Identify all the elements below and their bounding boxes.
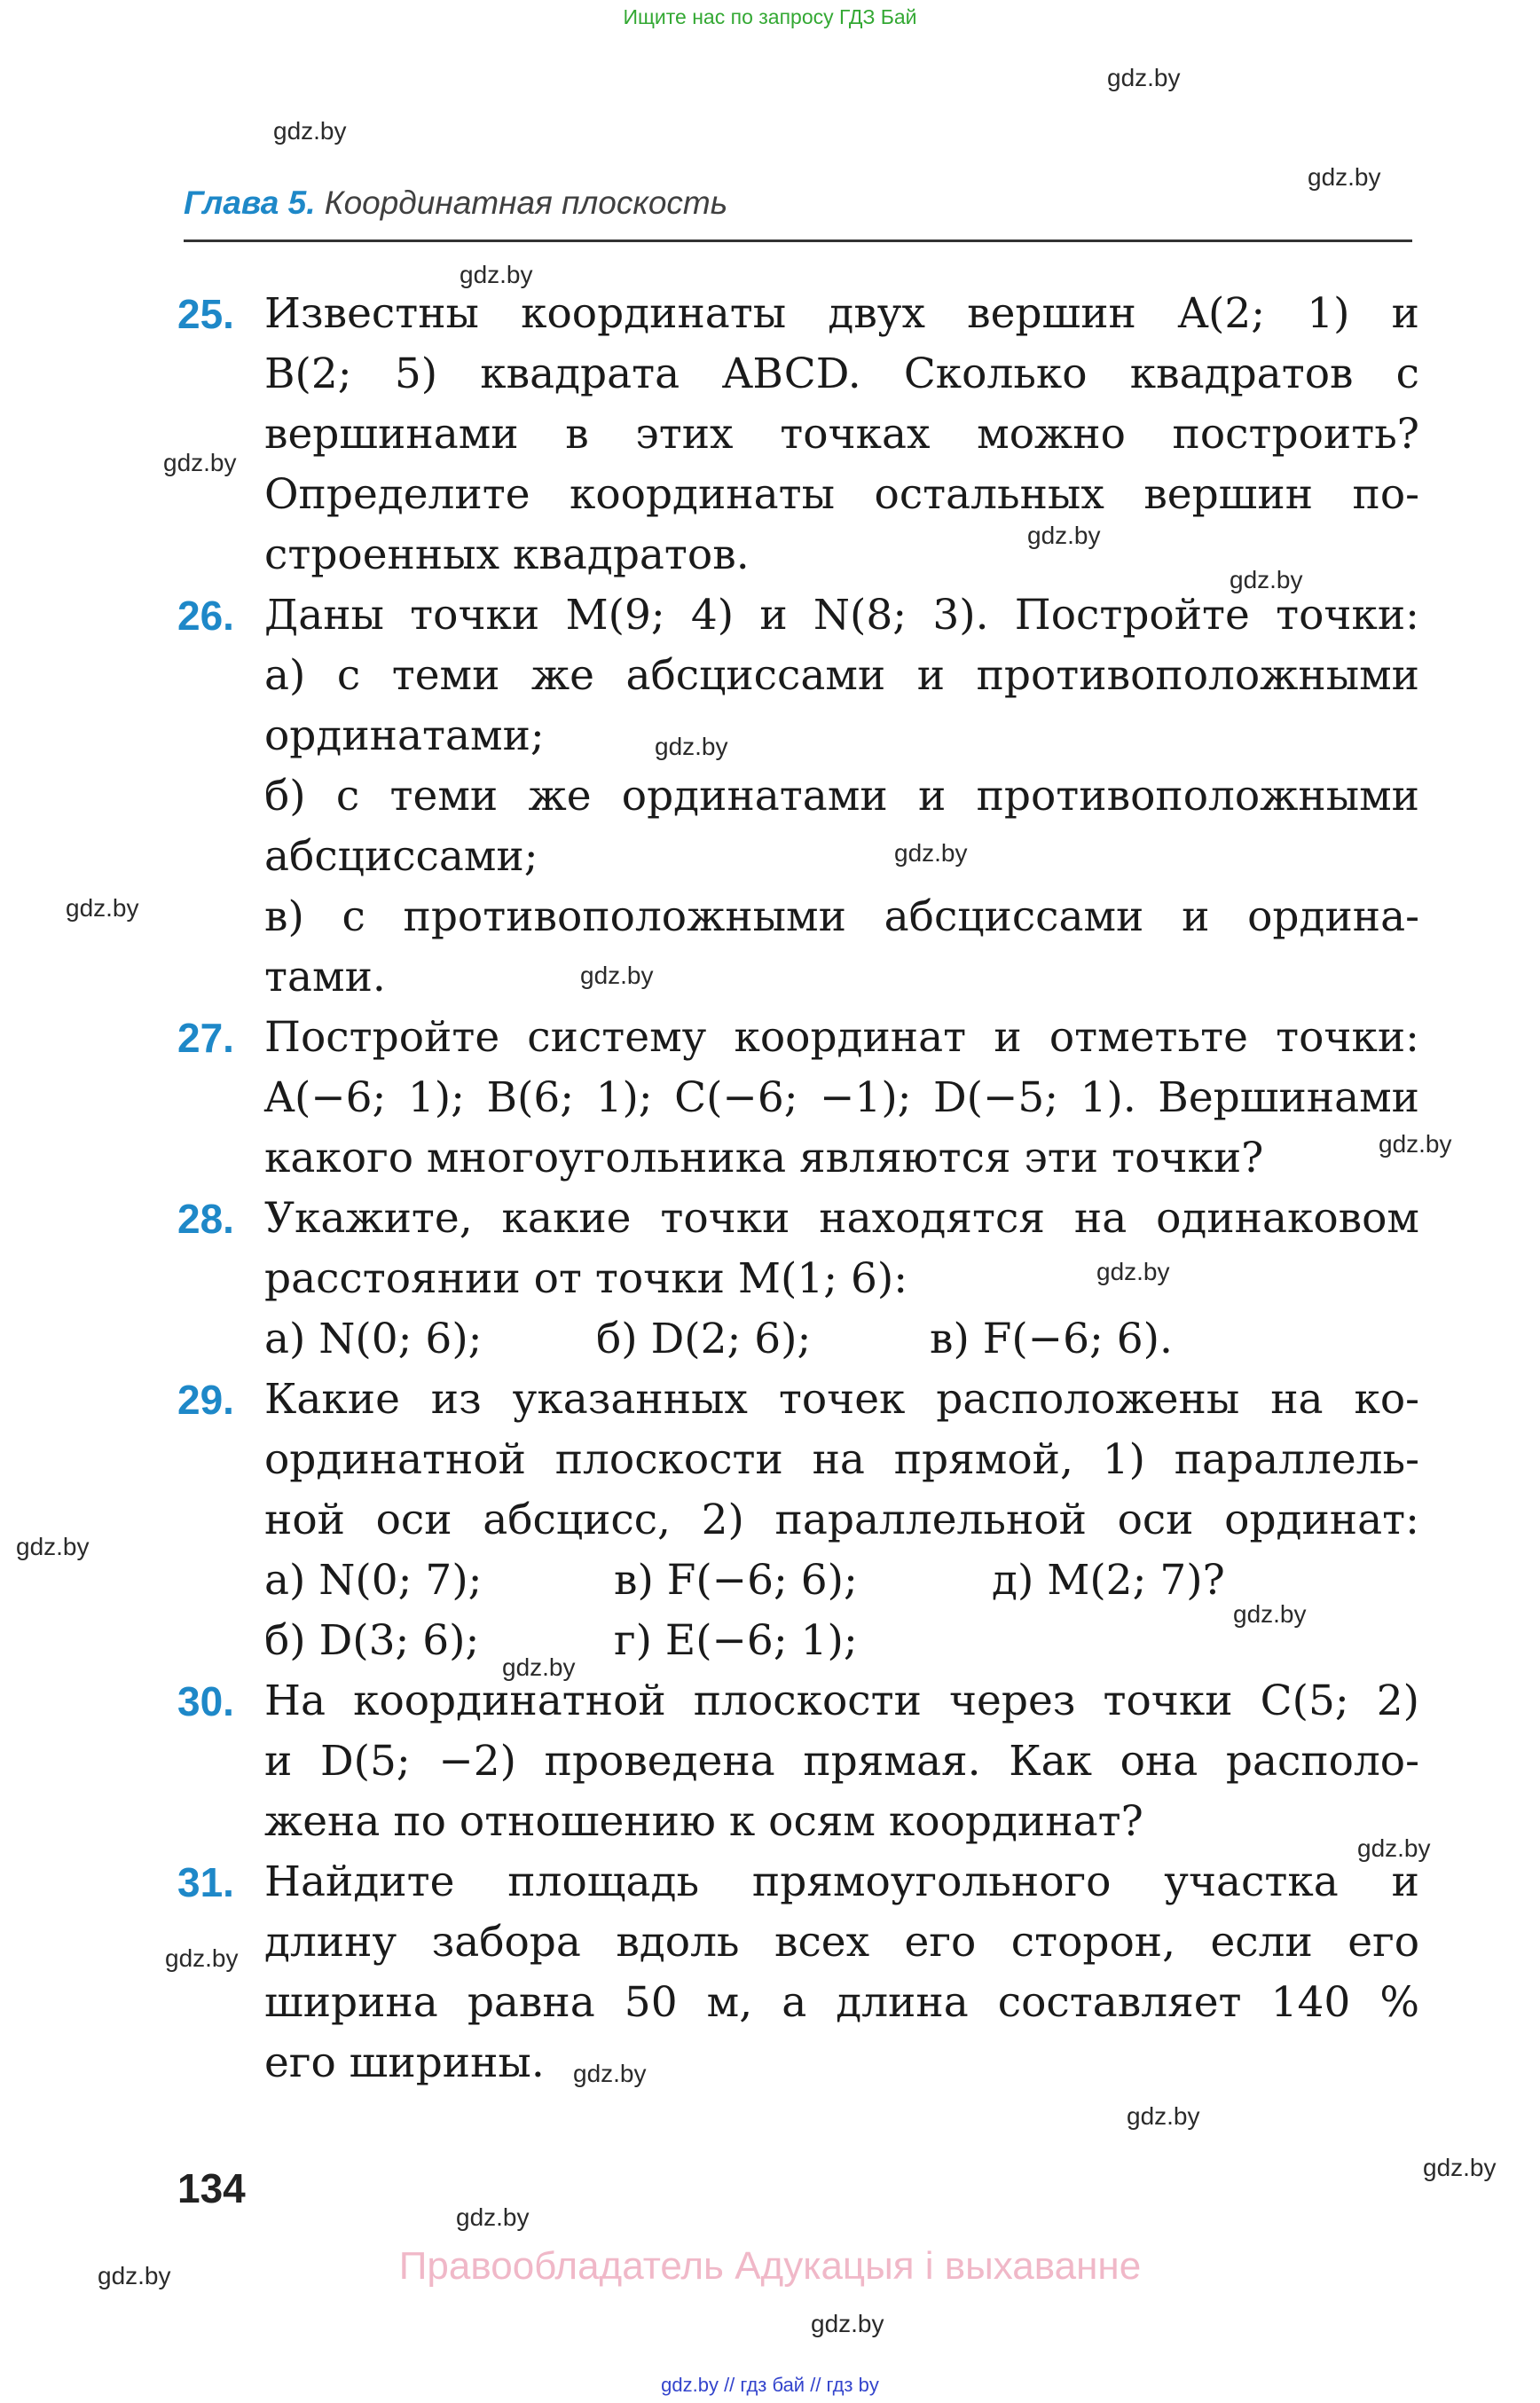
task-line: ординатами; xyxy=(264,711,545,760)
task-line: Даны точки M(9; 4) и N(8; 3). Постройте точки: xyxy=(264,591,1419,640)
task-line: б) с теми же ординатами и противоположными xyxy=(264,772,1419,821)
task-line: A(−6; 1); B(6; 1); C(−6; −1); D(−5; 1). Вершинами xyxy=(264,1073,1419,1122)
watermark: gdz.by xyxy=(16,1533,90,1560)
watermark: gdz.by xyxy=(580,962,654,989)
task-line: ной оси абсцисс, 2) параллельной оси ординат: xyxy=(264,1496,1419,1544)
option-item: д) M(2; 7)? xyxy=(992,1556,1225,1605)
watermark: gdz.by xyxy=(811,2310,884,2337)
option-item: б) D(2; 6); xyxy=(596,1315,812,1363)
task-line: Определите координаты остальных вершин по- xyxy=(264,470,1419,519)
task-number: 31. xyxy=(177,1859,234,1905)
watermark: gdz.by xyxy=(66,894,139,922)
option-item: в) F(−6; 6); xyxy=(614,1556,858,1605)
watermark: gdz.by xyxy=(1357,1834,1431,1862)
watermark: gdz.by xyxy=(1107,64,1181,91)
watermark: gdz.by xyxy=(1423,2154,1497,2181)
task-number: 27. xyxy=(177,1015,234,1061)
page-number: 134 xyxy=(177,2165,246,2211)
footer-links[interactable]: gdz.by // гдз бай // гдз by xyxy=(661,2374,879,2396)
watermark: gdz.by xyxy=(573,2060,647,2087)
task-number: 26. xyxy=(177,593,234,639)
watermark: gdz.by xyxy=(165,1944,239,1972)
watermark: gdz.by xyxy=(894,839,968,867)
task-line: в) с противоположными абсциссами и ордина- xyxy=(264,892,1419,941)
task-line: Постройте систему координат и отметьте точки: xyxy=(264,1013,1419,1062)
task-number: 25. xyxy=(177,291,234,337)
task-line: вершинами в этих точках можно построить? xyxy=(264,410,1419,459)
task-line: Известны координаты двух вершин A(2; 1) и xyxy=(264,289,1419,338)
task-line: какого многоугольника являются эти точки? xyxy=(264,1134,1264,1182)
task-line: ширина равна 50 м, а длина составляет 140 % xyxy=(264,1978,1419,2027)
task-line: Укажите, какие точки находятся на одинаковом xyxy=(264,1194,1419,1243)
option-item: а) N(0; 6); xyxy=(264,1315,483,1363)
watermark: gdz.by xyxy=(1127,2102,1200,2130)
watermark: gdz.by xyxy=(1233,1600,1307,1628)
task-line: и D(5; −2) проведена прямая. Как она располо- xyxy=(264,1737,1419,1786)
task-line: Найдите площадь прямоугольного участка и xyxy=(264,1857,1419,1906)
watermark: gdz.by xyxy=(456,2203,530,2231)
watermark: gdz.by xyxy=(1308,163,1381,191)
watermark: gdz.by xyxy=(1027,522,1101,549)
watermark: gdz.by xyxy=(273,117,347,145)
task-line: тами. xyxy=(264,953,386,1001)
chapter-header xyxy=(184,185,727,222)
chapter-title: Координатная плоскость xyxy=(324,185,728,221)
watermark: gdz.by xyxy=(1096,1258,1170,1285)
watermark: gdz.by xyxy=(1230,566,1303,593)
task-line: Какие из указанных точек расположены на ко- xyxy=(264,1375,1419,1424)
task-number: 30. xyxy=(177,1678,234,1724)
watermark: gdz.by xyxy=(502,1653,576,1681)
header-rule xyxy=(184,240,1412,242)
option-item: б) D(3; 6); xyxy=(264,1616,480,1665)
task-line: а) с теми же абсциссами и противоположными xyxy=(264,651,1419,700)
watermark: gdz.by xyxy=(460,261,533,288)
chapter-label: Глава 5. xyxy=(184,185,316,221)
watermark: gdz.by xyxy=(655,733,728,760)
task-line: абсциссами; xyxy=(264,832,538,881)
task-line: B(2; 5) квадрата ABCD. Сколько квадратов с xyxy=(264,349,1419,398)
task-line: его ширины. xyxy=(264,2038,545,2087)
option-item: а) N(0; 7); xyxy=(264,1556,483,1605)
rights-holder: Правообладатель Адукацыя і выхаванне xyxy=(398,2244,1142,2288)
option-item: в) F(−6; 6). xyxy=(930,1315,1173,1363)
task-line: расстоянии от точки M(1; 6): xyxy=(264,1254,908,1303)
task-line: длину забора вдоль всех его сторон, если его xyxy=(264,1918,1419,1967)
task-line: На координатной плоскости через точки C(5; 2) xyxy=(264,1677,1419,1725)
task-line: строенных квадратов. xyxy=(264,530,750,579)
watermark: gdz.by xyxy=(98,2262,171,2289)
task-number: 29. xyxy=(177,1377,234,1423)
top-banner[interactable]: Ищите нас по запросу ГДЗ Бай xyxy=(623,5,917,28)
option-item: г) E(−6; 1); xyxy=(614,1616,858,1665)
watermark: gdz.by xyxy=(1379,1130,1452,1158)
watermark: gdz.by xyxy=(163,449,237,476)
task-number: 28. xyxy=(177,1196,234,1242)
task-line: ординатной плоскости на прямой, 1) параллель- xyxy=(264,1435,1419,1484)
task-line: жена по отношению к осям координат? xyxy=(264,1797,1143,1846)
